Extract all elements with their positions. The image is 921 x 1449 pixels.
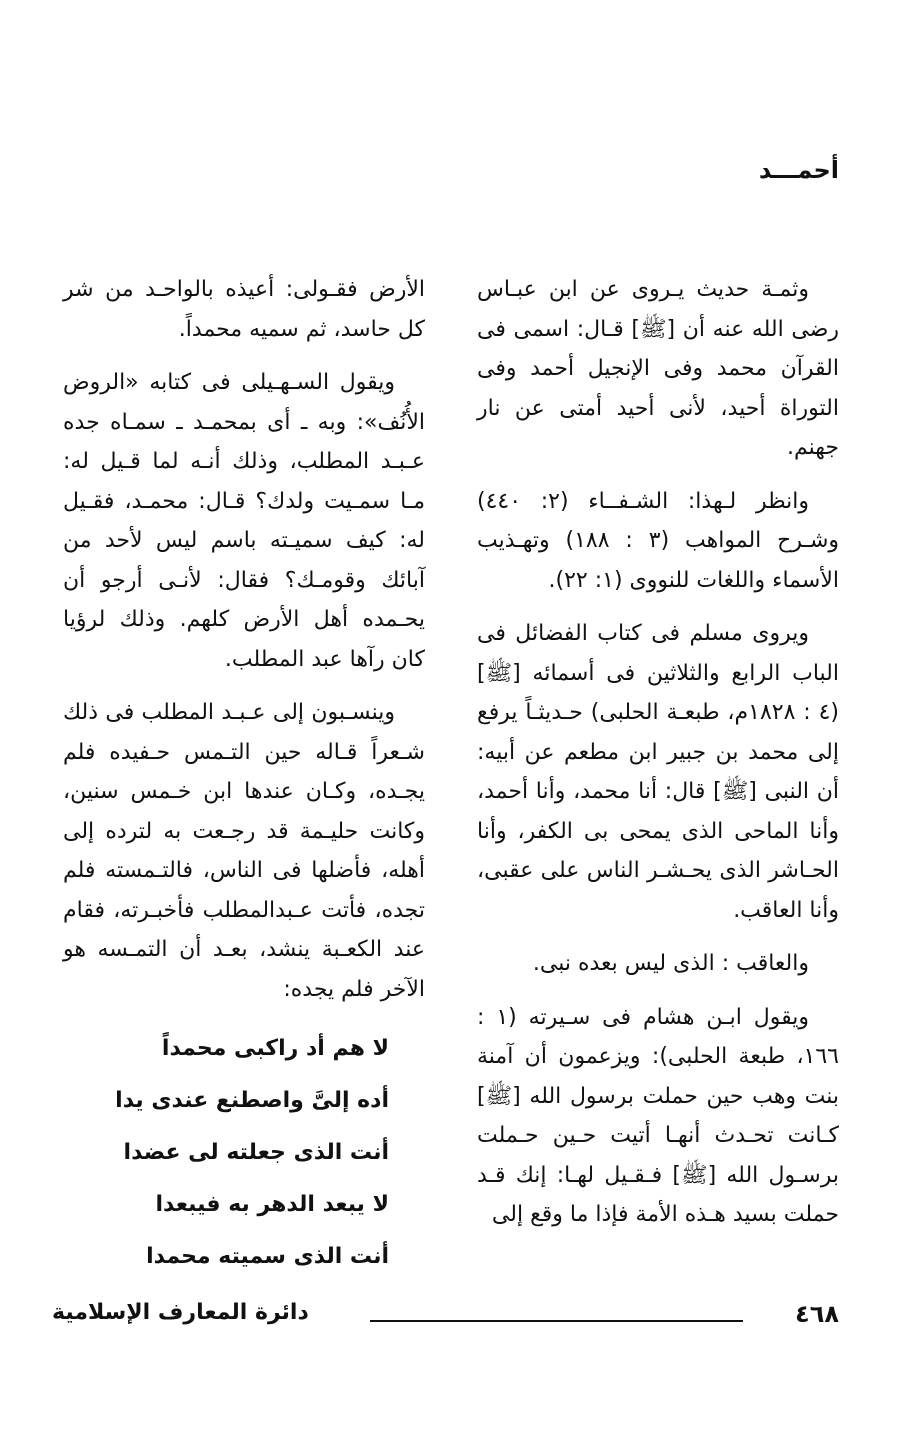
poem-verse: لا يبعد الدهر به فيبعدا	[155, 1192, 389, 1217]
poem-verse: لا هم أد راكبى محمداً	[161, 1036, 389, 1061]
paragraph: وينسـبون إلى عـبـد المطلب فى ذلك شـعراً قـاله حين التـمس حـفيده فلم يجـده، وكـان عندها ابن خـمس سنين، وكانت حليـمة قد رجـعت به لترده إلى أهله، فأضلها فى الناس، فالتـمسته فلم تجده، فأتت عـبدالمطلب فأخبـرته، فقام عند الكعـبة ينشد، بعـد أن التمـسه هو الآخر فلم يجده:	[63, 700, 425, 1002]
publication-title: دائرة المعارف الإسلامية	[52, 1300, 309, 1325]
right-column	[477, 270, 839, 1249]
paragraph: وانظر لـهذا: الشـفــاء (٢: ٤٤٠) وشـرح المواهب (٣ : ١٨٨) وتهـذيب الأسماء واللغات للنووى (١: ٢٢).	[477, 488, 839, 593]
page-footer	[52, 1296, 839, 1336]
poem-verse: أنت الذى سميته محمدا	[146, 1244, 389, 1269]
paragraph: ويقول السـهـيلى فى كتابه «الروض الأُنُف»: وبه ـ أى بمحمـد ـ سمـاه جده عـبـد المطلب، وذلك أنـه لما قـيل له: مـا سمـيت ولدك؟ قـال: محمـد، فقـيل له: كيف سميـته باسم ليس لأحد من آبائك وقومـك؟ فقال: لأنـى أرجو أن يحـمده أهل الأرض كلهم. وذلك لرؤيا كان رآها عبد المطلب.	[63, 370, 425, 672]
poem-verse: أده إلىَّ واصطنع عندى يدا	[115, 1088, 389, 1113]
running-head: أحمـــد	[758, 156, 839, 184]
page-number: ٤٦٨	[795, 1300, 839, 1328]
paragraph: وثمـة حديث يـروى عن ابن عبـاس رضى الله عنه أن [ﷺ] قـال: اسمى فى القرآن محمد وفى الإنجيل أحمد وفى التوراة أحيد، لأنى أحيد أمتى عن نار جهنم.	[477, 277, 839, 460]
paragraph: ويروى مسلم فى كتاب الفضائل فى الباب الرابع والثلاثين فى أسمائه [ﷺ] (٤ : ١٨٢٨م، طبعـة الحلبى) حـديثـاً يرفع إلى محمد بن جبير ابن مطعم عن أبيه: أن النبى [ﷺ] قال: أنا محمد، وأنا أحمد، وأنا الماحى الذى يمحى بى الكفر، وأنا الحـاشر الذى يحـشـر الناس على عقبى، وأنا العاقب.	[477, 621, 839, 923]
left-column	[63, 270, 425, 1283]
paragraph: ويقول ابـن هشام فى سـيرته (١ : ١٦٦، طبعة الحلبى): ويزعمون أن آمنة بنت وهب حين حملت برسول الله [ﷺ] كـانت تحـدث أنهـا أتيت حـين حـملت برسـول الله [ﷺ] فـقـيل لهـا: إنك قـد حملت بسيد هـذه الأمة فإذا ما وقع إلى	[477, 1004, 839, 1227]
poem-verse: أنت الذى جعلته لى عضدا	[123, 1140, 389, 1165]
paragraph: والعاقب : الذى ليس بعده نبى.	[532, 951, 809, 976]
footer-divider	[370, 1320, 743, 1322]
poem	[63, 1023, 425, 1283]
paragraph: الأرض فقـولى: أعيذه بالواحـد من شر كل حاسد، ثم سميه محمداً.	[63, 277, 425, 342]
